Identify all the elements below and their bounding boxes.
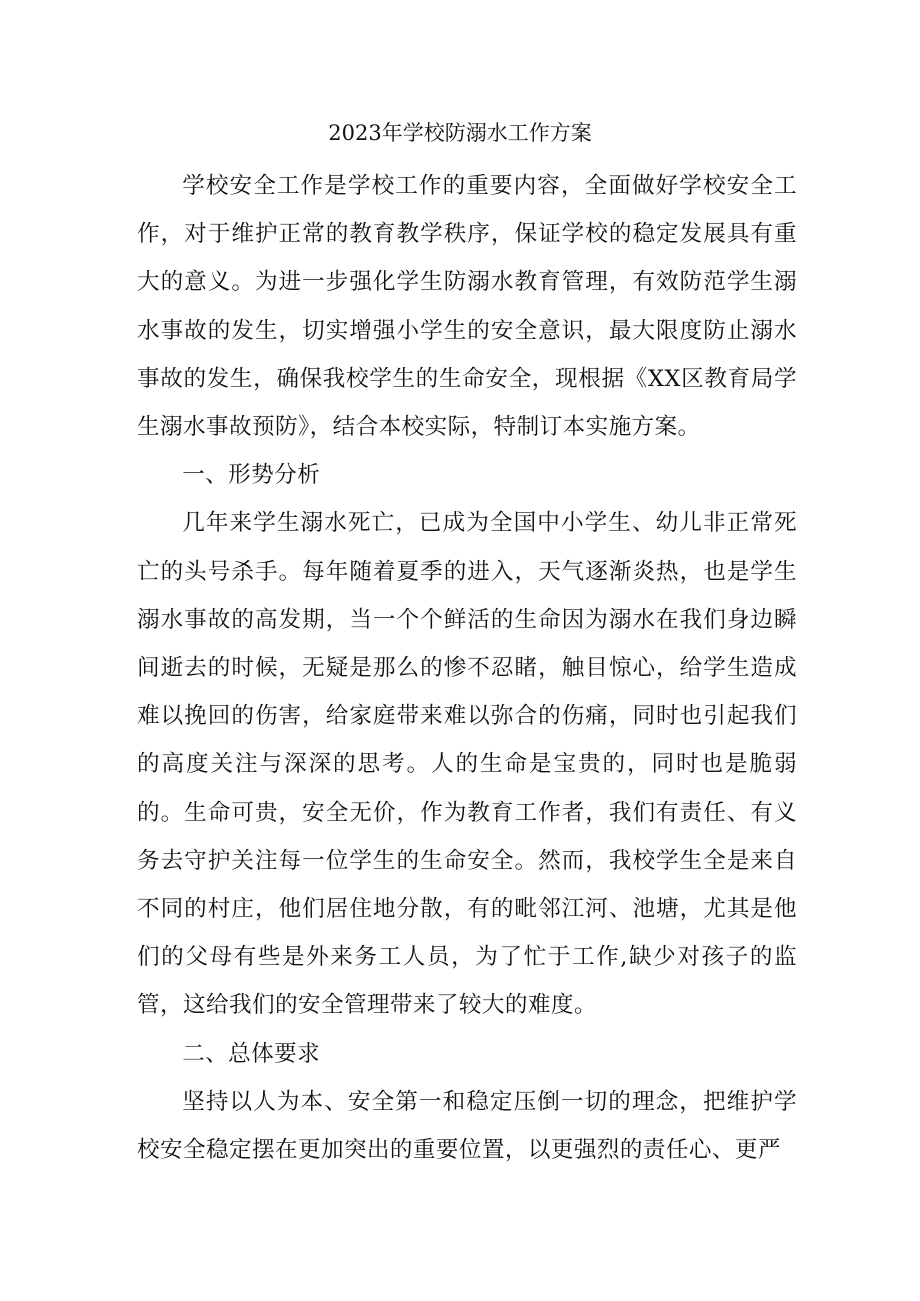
- paragraph-situation-analysis: 几年来学生溺水死亡，已成为全国中小学生、幼儿非正常死亡的头号杀手。每年随着夏季的进入，天气逐渐炎热，也是学生溺水事故的高发期，当一个个鲜活的生命因为溺水在我们身边瞬间逝去的时候，无疑是那么的惨不忍睹，触目惊心，给学生造成难以挽回的伤害，给家庭带来难以弥合的伤痛，同时也引起我们的高度关注与深深的思考。人的生命是宝贵的，同时也是脆弱的。生命可贵，安全无价，作为教育工作者，我们有责任、有义务去守护关注每一位学生的生命安全。然而，我校学生全是来自不同的村庄，他们居住地分散，有的毗邻江河、池塘，尤其是他们的父母有些是外来务工人员，为了忙于工作,缺少对孩子的监管，这给我们的安全管理带来了较大的难度。: [137, 510, 797, 1019]
- section-heading-situation-analysis: 一、形势分析: [182, 462, 321, 489]
- paragraph-intro: 学校安全工作是学校工作的重要内容，全面做好学校安全工作，对于维护正常的教育教学秩序，保证学校的稳定发展具有重大的意义。为进一步强化学生防溺水教育管理，有效防范学生溺水事故的发生，切实增强小学生的安全意识，最大限度防止溺水事故的发生，确保我校学生的生命安全，现根据《XX区教育局学生溺水事故预防》，结合本校实际，特制订本实施方案。: [137, 173, 797, 441]
- section-heading-overall-requirements: 二、总体要求: [182, 1040, 321, 1067]
- paragraph-overall-requirements: 坚持以人为本、安全第一和稳定压倒一切的理念，把维护学校安全稳定摆在更加突出的重要位置，以更强烈的责任心、更严: [137, 1088, 797, 1164]
- document-title: 2023年学校防溺水工作方案: [328, 121, 592, 145]
- document-body: [137, 162, 797, 1174]
